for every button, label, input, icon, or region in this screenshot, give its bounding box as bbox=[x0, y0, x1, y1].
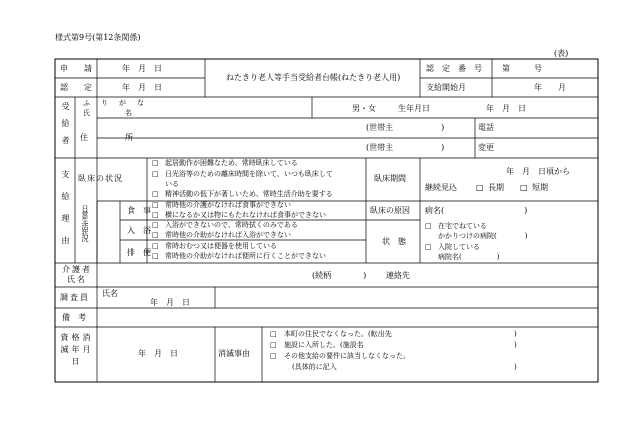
bath-label: 入 浴 bbox=[127, 226, 151, 235]
checkbox[interactable]: □ bbox=[152, 221, 159, 229]
bed-item-2: 日光浴等のための離床時間を除いて、いつも臥床して bbox=[165, 170, 333, 178]
daily-life-group-label: 日常生活状況 bbox=[81, 205, 89, 241]
checkbox[interactable]: □ bbox=[152, 242, 159, 250]
checkbox[interactable]: □ bbox=[476, 183, 484, 192]
name-label: 氏 名 bbox=[83, 109, 132, 117]
checkbox[interactable]: □ bbox=[520, 183, 528, 192]
remarks-label: 備 考 bbox=[62, 313, 86, 322]
loss-date-value[interactable]: 年 月 日 bbox=[138, 349, 178, 358]
checkbox[interactable]: □ bbox=[270, 352, 277, 360]
form-title: ねたきり老人等手当受給者台帳(ねたきり老人用) bbox=[226, 73, 401, 82]
bed-status-label: 臥床の状況 bbox=[78, 174, 123, 183]
close-paren: ) bbox=[514, 341, 517, 349]
checkbox[interactable]: □ bbox=[152, 190, 159, 198]
checkbox[interactable]: □ bbox=[152, 231, 159, 239]
meal-item-1: 常時他の介護がなければ食事ができない bbox=[165, 201, 291, 209]
birthdate-label: 生年月日 bbox=[398, 104, 430, 113]
birthdate-value[interactable]: 年 月 日 bbox=[486, 104, 526, 113]
caregiver-contact: 連絡先 bbox=[386, 271, 410, 280]
bed-item-3: 精神活動の低下が著しいため、常時生活介助を要する bbox=[165, 190, 333, 198]
bed-item-1: 起居動作が困難なため、常時臥床している bbox=[165, 159, 298, 167]
meal-item-2: 横になるか又は物にもたれなければ食事ができない bbox=[165, 211, 326, 219]
setainushi-2[interactable]: (世帯主 ) bbox=[366, 143, 445, 152]
change-label: 変更 bbox=[478, 143, 494, 152]
checkbox[interactable]: □ bbox=[152, 201, 159, 209]
bed-period-label: 臥床期間 bbox=[374, 174, 406, 183]
loss-item-3: その他支給の要件に該当しなくなった。 bbox=[284, 352, 410, 360]
nintei-date[interactable]: 年 月 日 bbox=[122, 83, 162, 92]
shinsei-label: 申 請 bbox=[60, 64, 92, 73]
investigator-name-label: 氏名 bbox=[102, 289, 118, 298]
loss-date-label: 資格消滅年月日 bbox=[60, 333, 94, 366]
kyufu-start-value[interactable]: 年 月 bbox=[534, 83, 566, 92]
investigator-label: 調査員 bbox=[60, 293, 90, 302]
toilet-item-1: 常時おむつ又は便器を使用している bbox=[165, 242, 277, 250]
state-item-3: 入院している bbox=[438, 243, 480, 251]
checkbox[interactable]: □ bbox=[152, 170, 159, 178]
reason-group-label: 支給理由 bbox=[61, 170, 70, 258]
setainushi-1[interactable]: (世帯主 ) bbox=[366, 123, 445, 132]
caregiver-relation[interactable]: (続柄 ) bbox=[312, 271, 367, 280]
toilet-label: 排 便 bbox=[127, 248, 151, 257]
meal-label: 食 事 bbox=[127, 206, 151, 215]
address-label: 住 所 bbox=[80, 133, 134, 142]
checkbox[interactable]: □ bbox=[270, 330, 277, 338]
investigator-date[interactable]: 年 月 日 bbox=[150, 298, 190, 307]
nintei-number-label: 認 定 番 号 bbox=[426, 64, 482, 73]
loss-item-4: (具体的に記入 bbox=[292, 363, 337, 371]
state-item-4: 病院名( ) bbox=[438, 253, 500, 261]
bed-period-short: 短期 bbox=[532, 183, 548, 192]
state-item-1: 在宅でねている bbox=[438, 222, 487, 230]
recipient-group-label: 受給者 bbox=[61, 102, 70, 153]
caregiver-label: 介護者氏名 bbox=[62, 265, 92, 284]
cause-value[interactable]: 病名( ) bbox=[425, 206, 528, 215]
state-item-2: かかりつけの病院( ) bbox=[438, 232, 528, 240]
loss-item-1: 本町の住民でなくなった。(転出先 bbox=[284, 330, 392, 338]
furigana-label: ふ り が な bbox=[83, 99, 146, 107]
loss-reason-label: 消滅事由 bbox=[218, 349, 250, 358]
cause-label: 臥床の原因 bbox=[370, 206, 410, 215]
nintei-label: 認 定 bbox=[60, 83, 92, 92]
phone-label: 電話 bbox=[478, 123, 494, 132]
form-number: 様式第9号(第12条関係) bbox=[55, 33, 141, 42]
toilet-item-2: 常時他の介助がなければ便所に行くことができない bbox=[165, 252, 326, 260]
checkbox[interactable]: □ bbox=[270, 341, 277, 349]
checkbox[interactable]: □ bbox=[425, 222, 432, 230]
side-label: (表) bbox=[554, 49, 569, 58]
checkbox[interactable]: □ bbox=[152, 252, 159, 260]
close-paren: ) bbox=[514, 330, 517, 338]
close-paren: ) bbox=[514, 363, 517, 371]
nintei-number-value[interactable]: 第 号 bbox=[502, 64, 542, 73]
shinsei-date[interactable]: 年 月 日 bbox=[122, 64, 162, 73]
checkbox[interactable]: □ bbox=[152, 159, 159, 167]
checkbox[interactable]: □ bbox=[152, 211, 159, 219]
kyufu-start-label: 支給開始月 bbox=[426, 83, 466, 92]
checkbox[interactable]: □ bbox=[425, 243, 432, 251]
bath-item-1: 入浴ができないので、常時拭くのみである bbox=[165, 221, 298, 229]
bed-period-from[interactable]: 年 月 日頃から bbox=[506, 167, 570, 176]
loss-item-2: 施設に入所した。(施設名 bbox=[284, 341, 364, 349]
gender-options[interactable]: 男・女 bbox=[352, 104, 376, 113]
state-label: 状 態 bbox=[382, 237, 406, 246]
bath-item-2: 常時他の介助がなければ入浴ができない bbox=[165, 231, 291, 239]
bed-item-2-cont: いる bbox=[165, 180, 179, 188]
bed-period-long: 長期 bbox=[488, 183, 504, 192]
bed-period-cont: 継続見込 bbox=[425, 183, 457, 192]
